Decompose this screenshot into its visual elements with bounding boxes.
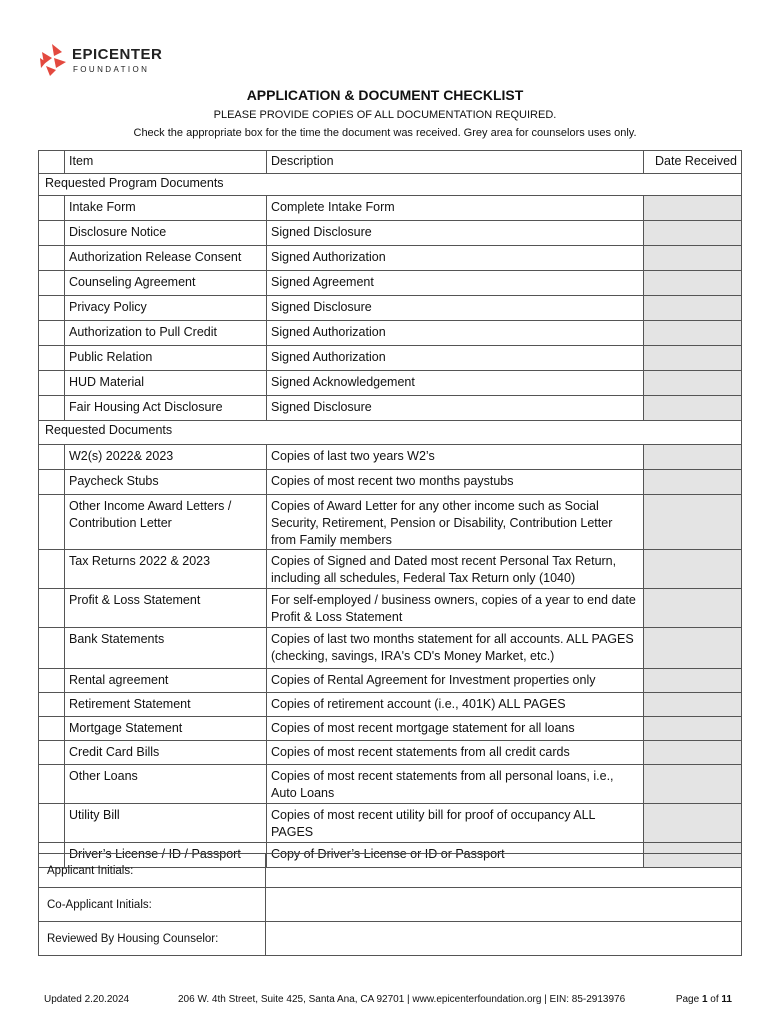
initials-field[interactable] (266, 854, 742, 888)
checklist-table (38, 150, 742, 868)
checklist-item: Authorization to Pull Credit (65, 321, 267, 346)
footer-address: 206 W. 4th Street, Suite 425, Santa Ana, CA 92701 | www.epicenterfoundation.org | EIN: 85-2913976 (178, 994, 626, 1005)
checklist-description: Copies of Award Letter for any other income such as Social Security, Retirement, Pension or Disability, Contribution Letter from Family members (267, 495, 644, 550)
received-checkbox[interactable] (39, 346, 65, 371)
checklist-item: Bank Statements (65, 628, 267, 669)
date-received-field[interactable] (644, 495, 742, 550)
checklist-row (39, 589, 742, 628)
section-row (39, 174, 742, 196)
checklist-item: Other Loans (65, 765, 267, 804)
received-checkbox[interactable] (39, 693, 65, 717)
checklist-row (39, 271, 742, 296)
checklist-item: Profit & Loss Statement (65, 589, 267, 628)
initials-field[interactable] (266, 888, 742, 922)
checklist-row (39, 628, 742, 669)
received-checkbox[interactable] (39, 669, 65, 693)
received-checkbox[interactable] (39, 321, 65, 346)
initials-field[interactable] (266, 922, 742, 956)
checklist-item: HUD Material (65, 371, 267, 396)
checklist-row (39, 246, 742, 271)
checklist-item: Public Relation (65, 346, 267, 371)
date-received-field[interactable] (644, 717, 742, 741)
checklist-description: Signed Disclosure (267, 221, 644, 246)
page-instructions: Check the appropriate box for the time the document was received. Grey area for counselors uses only. (133, 127, 637, 139)
checklist-row (39, 550, 742, 589)
checklist-item: Driver’s License / ID / Passport (65, 843, 267, 868)
checklist-description: Copies of most recent statements from all credit cards (267, 741, 644, 765)
checklist-item: Authorization Release Consent (65, 246, 267, 271)
checklist-description: Signed Authorization (267, 246, 644, 271)
checklist-item: Intake Form (65, 196, 267, 221)
checklist-row (39, 741, 742, 765)
footer-page-number (676, 994, 732, 1005)
checklist-row (39, 296, 742, 321)
initials-row (39, 922, 742, 956)
date-received-field[interactable] (644, 589, 742, 628)
checklist-row (39, 221, 742, 246)
header-date-received: Date Received (644, 151, 742, 174)
initials-label: Co-Applicant Initials: (39, 888, 266, 922)
checklist-item: Counseling Agreement (65, 271, 267, 296)
footer-updated: Updated 2.20.2024 (44, 994, 130, 1005)
header-description: Description (267, 151, 644, 174)
received-checkbox[interactable] (39, 589, 65, 628)
checklist-description: Copy of Driver’s License or ID or Passport (267, 843, 644, 868)
date-received-field[interactable] (644, 741, 742, 765)
received-checkbox[interactable] (39, 804, 65, 843)
date-received-field[interactable] (644, 550, 742, 589)
received-checkbox[interactable] (39, 246, 65, 271)
received-checkbox[interactable] (39, 371, 65, 396)
checklist-row (39, 717, 742, 741)
checklist-item: Retirement Statement (65, 693, 267, 717)
checklist-item: Rental agreement (65, 669, 267, 693)
checklist-row (39, 804, 742, 843)
epicenter-logo (38, 42, 163, 82)
checklist-description: Signed Authorization (267, 346, 644, 371)
initials-row (39, 854, 742, 888)
date-received-field[interactable] (644, 628, 742, 669)
date-received-field[interactable] (644, 321, 742, 346)
received-checkbox[interactable] (39, 296, 65, 321)
section-row (39, 421, 742, 445)
checklist-description: Signed Disclosure (267, 396, 644, 421)
checklist-row (39, 321, 742, 346)
checklist-item: Other Income Award Letters / Contribution Letter (65, 495, 267, 550)
date-received-field[interactable] (644, 396, 742, 421)
received-checkbox[interactable] (39, 470, 65, 495)
checklist-row (39, 346, 742, 371)
date-received-field[interactable] (644, 371, 742, 396)
date-received-field[interactable] (644, 196, 742, 221)
date-received-field[interactable] (644, 296, 742, 321)
received-checkbox[interactable] (39, 765, 65, 804)
page-subtitle: PLEASE PROVIDE COPIES OF ALL DOCUMENTATION REQUIRED. (213, 109, 557, 121)
date-received-field[interactable] (644, 246, 742, 271)
checklist-item: W2(s) 2022& 2023 (65, 445, 267, 470)
footer-page-current: 1 (701, 994, 708, 1005)
date-received-field[interactable] (644, 445, 742, 470)
checklist-description: Copies of last two years W2’s (267, 445, 644, 470)
date-received-field[interactable] (644, 221, 742, 246)
checklist-row (39, 470, 742, 495)
received-checkbox[interactable] (39, 717, 65, 741)
checklist-description: For self-employed / business owners, copies of a year to end date Profit & Loss Statement (267, 589, 644, 628)
checklist-item: Tax Returns 2022 & 2023 (65, 550, 267, 589)
footer-page-total: 11 (721, 994, 732, 1005)
initials-row (39, 888, 742, 922)
checklist-row (39, 495, 742, 550)
received-checkbox[interactable] (39, 550, 65, 589)
checklist-item: Privacy Policy (65, 296, 267, 321)
received-checkbox[interactable] (39, 271, 65, 296)
received-checkbox[interactable] (39, 741, 65, 765)
checklist-item: Utility Bill (65, 804, 267, 843)
initials-label: Applicant Initials: (39, 854, 266, 888)
checklist-description: Signed Disclosure (267, 296, 644, 321)
checklist-description: Copies of Signed and Dated most recent Personal Tax Return, including all schedules, Federal Tax Return only (1040) (267, 550, 644, 589)
checklist-row (39, 371, 742, 396)
section-title: Requested Documents (39, 421, 742, 445)
checklist-item: Mortgage Statement (65, 717, 267, 741)
received-checkbox[interactable] (39, 221, 65, 246)
checklist-description: Signed Authorization (267, 321, 644, 346)
checklist-description: Copies of most recent two months paystubs (267, 470, 644, 495)
header-checkbox-cell (39, 151, 65, 174)
date-received-field[interactable] (644, 765, 742, 804)
received-checkbox[interactable] (39, 628, 65, 669)
date-received-field[interactable] (644, 804, 742, 843)
date-received-field[interactable] (644, 693, 742, 717)
checklist-description: Copies of retirement account (i.e., 401K) ALL PAGES (267, 693, 644, 717)
checklist-row (39, 693, 742, 717)
initials-table (38, 853, 742, 956)
checklist-item: Paycheck Stubs (65, 470, 267, 495)
page-title: APPLICATION & DOCUMENT CHECKLIST (246, 87, 524, 103)
date-received-field[interactable] (644, 271, 742, 296)
date-received-field[interactable] (644, 669, 742, 693)
checklist-row (39, 445, 742, 470)
checklist-item: Fair Housing Act Disclosure (65, 396, 267, 421)
checklist-description: Signed Agreement (267, 271, 644, 296)
checklist-row (39, 669, 742, 693)
table-header-row (39, 151, 742, 174)
checklist-description: Signed Acknowledgement (267, 371, 644, 396)
logo-text: EPICENTER (72, 46, 163, 63)
checklist-row (39, 396, 742, 421)
date-received-field[interactable] (644, 346, 742, 371)
received-checkbox[interactable] (39, 196, 65, 221)
date-received-field[interactable] (644, 470, 742, 495)
checklist-description: Copies of Rental Agreement for Investment properties only (267, 669, 644, 693)
checklist-item: Disclosure Notice (65, 221, 267, 246)
received-checkbox[interactable] (39, 495, 65, 550)
footer-of-label: of (710, 994, 719, 1005)
checklist-item: Credit Card Bills (65, 741, 267, 765)
header-item: Item (65, 151, 267, 174)
initials-label: Reviewed By Housing Counselor: (39, 922, 266, 956)
checklist-description: Complete Intake Form (267, 196, 644, 221)
checklist-row (39, 765, 742, 804)
checklist-description: Copies of last two months statement for all accounts. ALL PAGES (checking, savings, IRA's CD's Money Market, etc.) (267, 628, 644, 669)
footer-page-label: Page (675, 994, 700, 1005)
checklist-description: Copies of most recent statements from all personal loans, i.e., Auto Loans (267, 765, 644, 804)
checklist-row (39, 196, 742, 221)
received-checkbox[interactable] (39, 396, 65, 421)
logo-subtext: FOUNDATION (73, 65, 150, 74)
checklist-description: Copies of most recent utility bill for proof of occupancy ALL PAGES (267, 804, 644, 843)
section-title: Requested Program Documents (39, 174, 742, 196)
received-checkbox[interactable] (39, 445, 65, 470)
checklist-description: Copies of most recent mortgage statement for all loans (267, 717, 644, 741)
epicenter-logo-mark-icon (38, 42, 70, 78)
